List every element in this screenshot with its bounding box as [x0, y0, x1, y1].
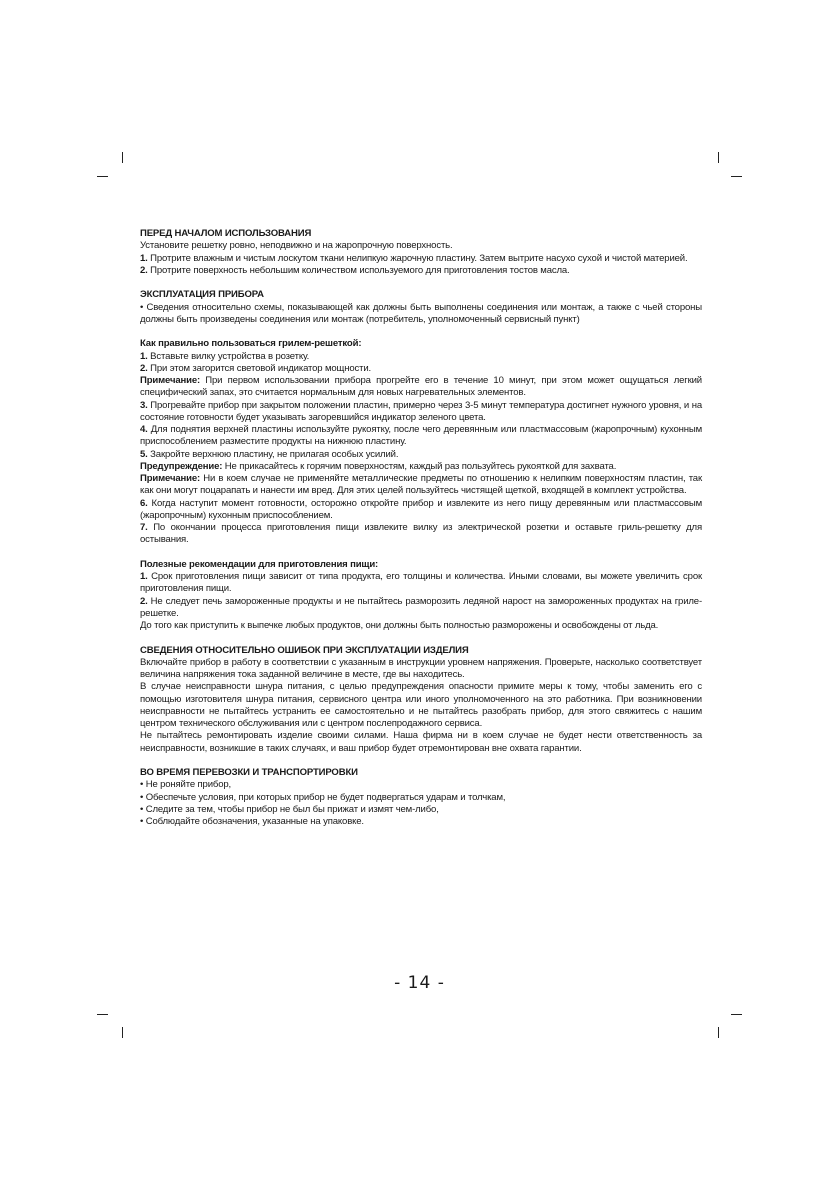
paragraph-text: Не следует печь замороженные продукты и не пытайтесь разморозить ледяной нарост на замороженных продуктах на гриле-решетке. — [140, 595, 702, 619]
section — [140, 338, 702, 546]
paragraph-prefix: 1. — [140, 350, 148, 362]
paragraph — [140, 302, 702, 327]
paragraph — [140, 363, 702, 375]
crop-mark-bottom-left-vertical — [122, 1027, 123, 1038]
paragraph-text: Не прикасайтесь к горячим поверхностям, каждый раз пользуйтесь рукояткой для захвата. — [222, 460, 617, 472]
paragraph-text: При этом загорится световой индикатор мощности. — [147, 362, 372, 374]
paragraph-prefix: 7. — [140, 522, 148, 533]
paragraph-prefix: 4. — [140, 424, 148, 435]
paragraph-text: Ни в коем случае не применяйте металлические предметы по отношению к нелипким поверхностям пластин, так как они могут поцарапать и нанести им вред. Для этих целей пользуйтесь чистящей щеткой, входящей в комплект устройства. — [140, 473, 702, 497]
paragraph — [140, 253, 702, 265]
paragraph — [140, 449, 702, 461]
paragraph-text: Не пытайтесь ремонтировать изделие своими силами. Наша фирма ни в коем случае не будет нести ответственность за неисправности, возникшие в таких случаях, и ваш прибор будет отремонтирован вне охвата гарантии. — [140, 730, 702, 754]
crop-mark-bottom-right-horizontal — [731, 1014, 742, 1015]
section — [140, 228, 702, 277]
paragraph — [140, 522, 702, 547]
paragraph — [140, 473, 702, 498]
paragraph-text: • Обеспечьте условия, при которых прибор не будет подвергаться ударам и толчкам, — [140, 791, 506, 803]
section-heading: Полезные рекомендации для приготовления пищи: — [140, 558, 379, 570]
section-heading: Как правильно пользоваться грилем-решеткой: — [140, 338, 362, 350]
paragraph-text: До того как приступить к выпечке любых продуктов, они должны быть полностью разморожены и освобождены от льда. — [140, 620, 659, 631]
paragraph-prefix: 6. — [140, 497, 148, 509]
paragraph-text: • Сведения относительно схемы, показывающей как должны быть выполнены соединения или монтаж, а также с чьей стороны должны быть произведены соединения или монтаж (потребитель, уполномоченный сервисный пункт) — [140, 301, 702, 325]
section-heading: ЭКСПЛУАТАЦИЯ ПРИБОРА — [140, 289, 264, 301]
paragraph — [140, 596, 702, 621]
section-heading: ВО ВРЕМЯ ПЕРЕВОЗКИ И ТРАНСПОРТИРОВКИ — [140, 767, 358, 778]
paragraph-text: • Соблюдайте обозначения, указанные на упаковке. — [140, 816, 364, 827]
paragraph — [140, 400, 702, 425]
paragraph — [140, 240, 702, 252]
section — [140, 289, 702, 326]
crop-mark-top-left-horizontal — [97, 176, 108, 177]
paragraph-text: По окончании процесса приготовления пищи извлеките вилку из электрической розетки и оставьте гриль-решетку для остывания. — [140, 522, 702, 546]
paragraph-text: При первом использовании прибора прогрейте его в течение 10 минут, при этом может ощущаться легкий специфический запах, это считается нормальным для новых нагревательных элементов. — [140, 375, 702, 399]
paragraph — [140, 792, 702, 804]
paragraph-text: Протрите поверхность небольшим количеством используемого для приготовления тостов масла. — [147, 264, 570, 276]
crop-mark-top-left-vertical — [122, 152, 123, 163]
paragraph — [140, 351, 702, 363]
section — [140, 767, 702, 828]
paragraph-prefix: 3. — [140, 399, 148, 411]
paragraph — [140, 816, 702, 828]
paragraph — [140, 779, 702, 791]
paragraph-text: Когда наступит момент готовности, осторожно откройте прибор и извлеките из него пищу деревянным или пластмассовым (жаропрочным) кухонным приспособлением. — [140, 497, 702, 521]
document-body — [140, 228, 702, 841]
paragraph-prefix: 2. — [140, 595, 148, 607]
paragraph — [140, 265, 702, 277]
paragraph — [140, 424, 702, 449]
paragraph — [140, 730, 702, 755]
paragraph-text: Прогревайте прибор при закрытом положении пластин, примерно через 3-5 минут температура достигнет нужного уровня, и на состояние готовности будет указывать загоревшийся индикатор зеленого цвета. — [140, 399, 702, 423]
paragraph-prefix: 1. — [140, 252, 148, 264]
paragraph-text: • Не роняйте прибор, — [140, 779, 232, 791]
paragraph — [140, 681, 702, 730]
crop-mark-bottom-right-vertical — [718, 1027, 719, 1038]
paragraph — [140, 461, 702, 473]
section — [140, 559, 702, 633]
paragraph — [140, 804, 702, 816]
paragraph-text: Протрите влажным и чистым лоскутом ткани нелипкую жарочную пластину. Затем вытрите насухо сухой и чистой материей. — [147, 252, 688, 264]
crop-mark-top-right-vertical — [718, 152, 719, 163]
paragraph-prefix: Примечание: — [140, 375, 201, 386]
paragraph-text: Для поднятия верхней пластины используйте рукоятку, после чего деревянным или пластмассовым (жаропрочным) кухонным приспособлением разместите продукты на нижнюю пластину. — [140, 424, 702, 448]
paragraph — [140, 657, 702, 682]
section-heading: СВЕДЕНИЯ ОТНОСИТЕЛЬНО ОШИБОК ПРИ ЭКСПЛУАТАЦИИ ИЗДЕЛИЯ — [140, 644, 469, 656]
paragraph-text: Включайте прибор в работу в соответствии с указанным в инструкции уровнем напряжения. Проверьте, насколько соответствует величина напряжения тока заданной величине в месте, где вы находитесь. — [140, 656, 702, 680]
paragraph-prefix: Примечание: — [140, 473, 201, 484]
paragraph — [140, 498, 702, 523]
paragraph-prefix: 1. — [140, 571, 148, 582]
crop-mark-top-right-horizontal — [731, 176, 742, 177]
paragraph-text: Срок приготовления пищи зависит от типа продукта, его толщины и количества. Иными словами, вы можете увеличить срок приготовления пищи. — [140, 571, 702, 595]
paragraph-prefix: Предупреждение: — [140, 460, 223, 472]
paragraph — [140, 571, 702, 596]
crop-mark-bottom-left-horizontal — [97, 1014, 108, 1015]
paragraph-text: Вставьте вилку устройства в розетку. — [147, 350, 310, 362]
paragraph-text: Установите решетку ровно, неподвижно и на жаропрочную поверхность. — [140, 240, 453, 252]
paragraph — [140, 375, 702, 400]
paragraph — [140, 620, 702, 632]
paragraph-prefix: 2. — [140, 264, 148, 276]
paragraph-prefix: 5. — [140, 448, 148, 460]
section-heading: ПЕРЕД НАЧАЛОМ ИСПОЛЬЗОВАНИЯ — [140, 228, 312, 239]
paragraph-text: • Следите за тем, чтобы прибор не был бы прижат и измят чем-либо, — [140, 803, 439, 815]
section — [140, 645, 702, 755]
paragraph-text: В случае неисправности шнура питания, с целью предупреждения опасности примите меры к тому, чтобы заменить его с помощью изготовителя шнура питания, сервисного центра или иного уполномоченного на это работника. При возникновении неисправности не пытайтесь устранить ее самостоятельно и не пытайтесь разобрать прибор, для этого свяжитесь с нашим центром технического обслуживания или с центром послепродажного сервиса. — [140, 681, 702, 729]
page-number: - 14 - — [394, 973, 445, 993]
paragraph-prefix: 2. — [140, 362, 148, 374]
paragraph-text: Закройте верхнюю пластину, не прилагая особых усилий. — [147, 448, 399, 460]
